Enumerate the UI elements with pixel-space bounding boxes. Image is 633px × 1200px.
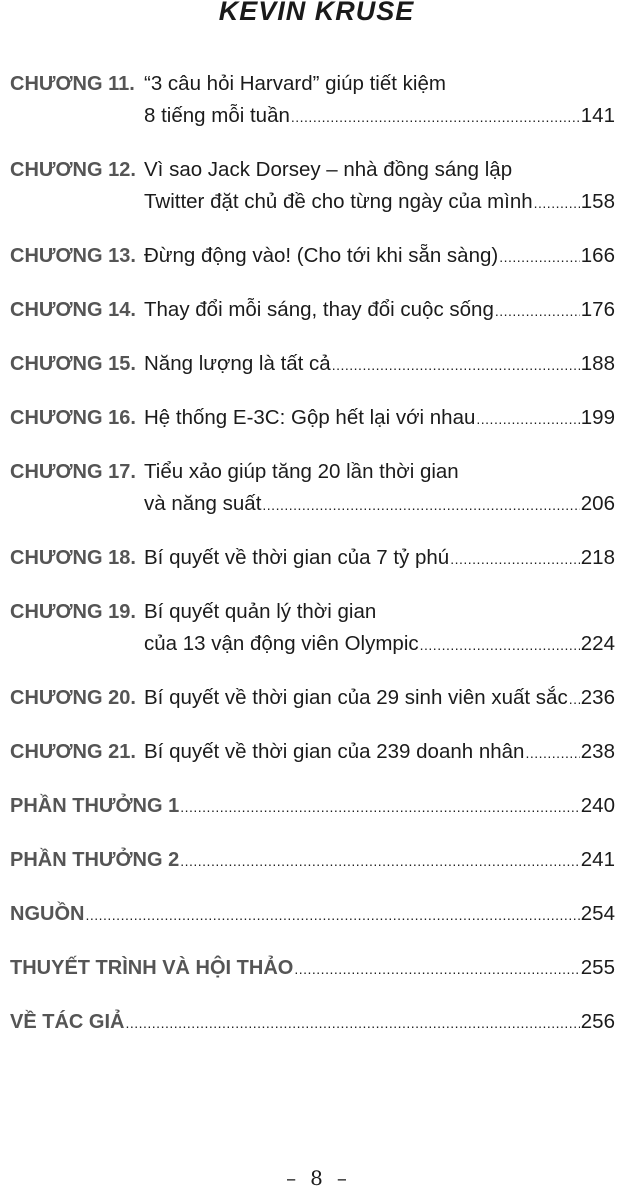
chapter-title-line: của 13 vận động viên Olympic xyxy=(144,632,419,655)
dot-leader xyxy=(525,737,579,769)
toc-entry-about-author[interactable] xyxy=(10,1006,615,1038)
chapter-label: CHƯƠNG 13. xyxy=(10,245,136,267)
chapter-title xyxy=(144,596,615,660)
dot-leader xyxy=(180,791,580,823)
chapter-title xyxy=(144,68,615,132)
section-label: PHẦN THƯỞNG 2 xyxy=(10,849,180,871)
dot-leader xyxy=(294,953,579,985)
page-number: 240 xyxy=(580,794,615,817)
dot-leader xyxy=(450,543,580,575)
chapter-label: CHƯƠNG 16. xyxy=(10,407,136,429)
dot-leader xyxy=(332,349,580,381)
chapter-label: CHƯƠNG 17. xyxy=(10,461,136,483)
dot-leader xyxy=(85,899,579,931)
dot-leader xyxy=(420,629,580,661)
page-number: 176 xyxy=(580,298,615,321)
toc-entry-bonus-1[interactable] xyxy=(10,790,615,822)
chapter-title-line: Vì sao Jack Dorsey – nhà đồng sáng lập xyxy=(144,158,513,181)
chapter-label: CHƯƠNG 14. xyxy=(10,299,136,321)
dot-leader xyxy=(569,683,580,715)
section-label: THUYẾT TRÌNH VÀ HỘI THẢO xyxy=(10,957,294,979)
chapter-title xyxy=(144,240,615,272)
toc-entry-chapter-15[interactable] xyxy=(10,348,615,380)
dot-leader xyxy=(476,403,579,435)
page-number: 236 xyxy=(580,686,615,709)
chapter-title xyxy=(144,402,615,434)
chapter-title-line: và năng suất xyxy=(144,492,262,515)
toc-entry-chapter-17[interactable] xyxy=(10,456,615,520)
chapter-label: CHƯƠNG 19. xyxy=(10,601,136,623)
toc-entry-chapter-12[interactable] xyxy=(10,154,615,218)
chapter-label: CHƯƠNG 11. xyxy=(10,73,135,95)
section-label: NGUỒN xyxy=(10,903,85,925)
toc-entry-talks-and-seminars[interactable] xyxy=(10,952,615,984)
toc-entry-chapter-18[interactable] xyxy=(10,542,615,574)
chapter-label: CHƯƠNG 12. xyxy=(10,159,136,181)
page-number: 206 xyxy=(580,492,615,515)
chapter-title-line: “3 câu hỏi Harvard” giúp tiết kiệm xyxy=(144,72,446,95)
page-number: 255 xyxy=(580,956,615,979)
folio-dash-right: – xyxy=(336,1166,347,1190)
dot-leader xyxy=(180,845,580,877)
folio-number: 8 xyxy=(310,1166,323,1190)
chapter-title-line: Bí quyết về thời gian của 29 sinh viên xuất sắc xyxy=(144,686,568,709)
dot-leader xyxy=(125,1007,579,1039)
chapter-title-line: Năng lượng là tất cả xyxy=(144,352,331,375)
chapter-label: CHƯƠNG 15. xyxy=(10,353,136,375)
chapter-label: CHƯƠNG 18. xyxy=(10,547,136,569)
page-number: 238 xyxy=(580,740,615,763)
chapter-title-line: Twitter đặt chủ đề cho từng ngày của mình xyxy=(144,190,533,213)
page-number: 241 xyxy=(580,848,615,871)
page-number: 166 xyxy=(580,244,615,267)
toc-entry-chapter-13[interactable] xyxy=(10,240,615,272)
toc-entry-chapter-20[interactable] xyxy=(10,682,615,714)
page-number: 256 xyxy=(580,1010,615,1033)
table-of-contents xyxy=(10,68,615,1060)
chapter-title-line: Tiểu xảo giúp tăng 20 lần thời gian xyxy=(144,460,459,483)
toc-entry-chapter-11[interactable] xyxy=(10,68,615,132)
chapter-title-line: Thay đổi mỗi sáng, thay đổi cuộc sống xyxy=(144,298,494,321)
chapter-label: CHƯƠNG 20. xyxy=(10,687,136,709)
chapter-label: CHƯƠNG 21. xyxy=(10,741,136,763)
page-number: 224 xyxy=(580,632,615,655)
chapter-title-line: Bí quyết về thời gian của 239 doanh nhân xyxy=(144,740,525,763)
page-number: 254 xyxy=(580,902,615,925)
running-header-author: KEVIN KRUSE xyxy=(218,0,415,26)
chapter-title xyxy=(144,456,615,520)
page-number: 188 xyxy=(580,352,615,375)
page-number: 158 xyxy=(580,190,615,213)
chapter-title-line: Bí quyết về thời gian của 7 tỷ phú xyxy=(144,546,450,569)
page-number: 218 xyxy=(580,546,615,569)
toc-entry-chapter-21[interactable] xyxy=(10,736,615,768)
folio-dash-left: – xyxy=(286,1166,297,1190)
chapter-title xyxy=(144,542,615,574)
dot-leader xyxy=(291,101,580,133)
dot-leader xyxy=(534,187,580,219)
page-folio xyxy=(0,1166,633,1190)
page-number: 141 xyxy=(580,104,615,127)
dot-leader xyxy=(262,489,579,521)
dot-leader xyxy=(499,241,580,273)
chapter-title xyxy=(144,736,615,768)
chapter-title-line: Hệ thống E-3C: Gộp hết lại với nhau xyxy=(144,406,476,429)
chapter-title xyxy=(144,154,615,218)
page-number: 199 xyxy=(580,406,615,429)
section-label: VỀ TÁC GIẢ xyxy=(10,1011,125,1033)
chapter-title-line: Đừng động vào! (Cho tới khi sẵn sàng) xyxy=(144,244,499,267)
toc-entry-chapter-19[interactable] xyxy=(10,596,615,660)
toc-entry-sources[interactable] xyxy=(10,898,615,930)
section-label: PHẦN THƯỞNG 1 xyxy=(10,795,180,817)
chapter-title-line: Bí quyết quản lý thời gian xyxy=(144,600,377,623)
chapter-title-line: 8 tiếng mỗi tuần xyxy=(144,104,290,127)
toc-entry-bonus-2[interactable] xyxy=(10,844,615,876)
toc-entry-chapter-14[interactable] xyxy=(10,294,615,326)
chapter-title xyxy=(144,682,615,714)
chapter-title xyxy=(144,294,615,326)
toc-entry-chapter-16[interactable] xyxy=(10,402,615,434)
dot-leader xyxy=(495,295,580,327)
chapter-title xyxy=(144,348,615,380)
